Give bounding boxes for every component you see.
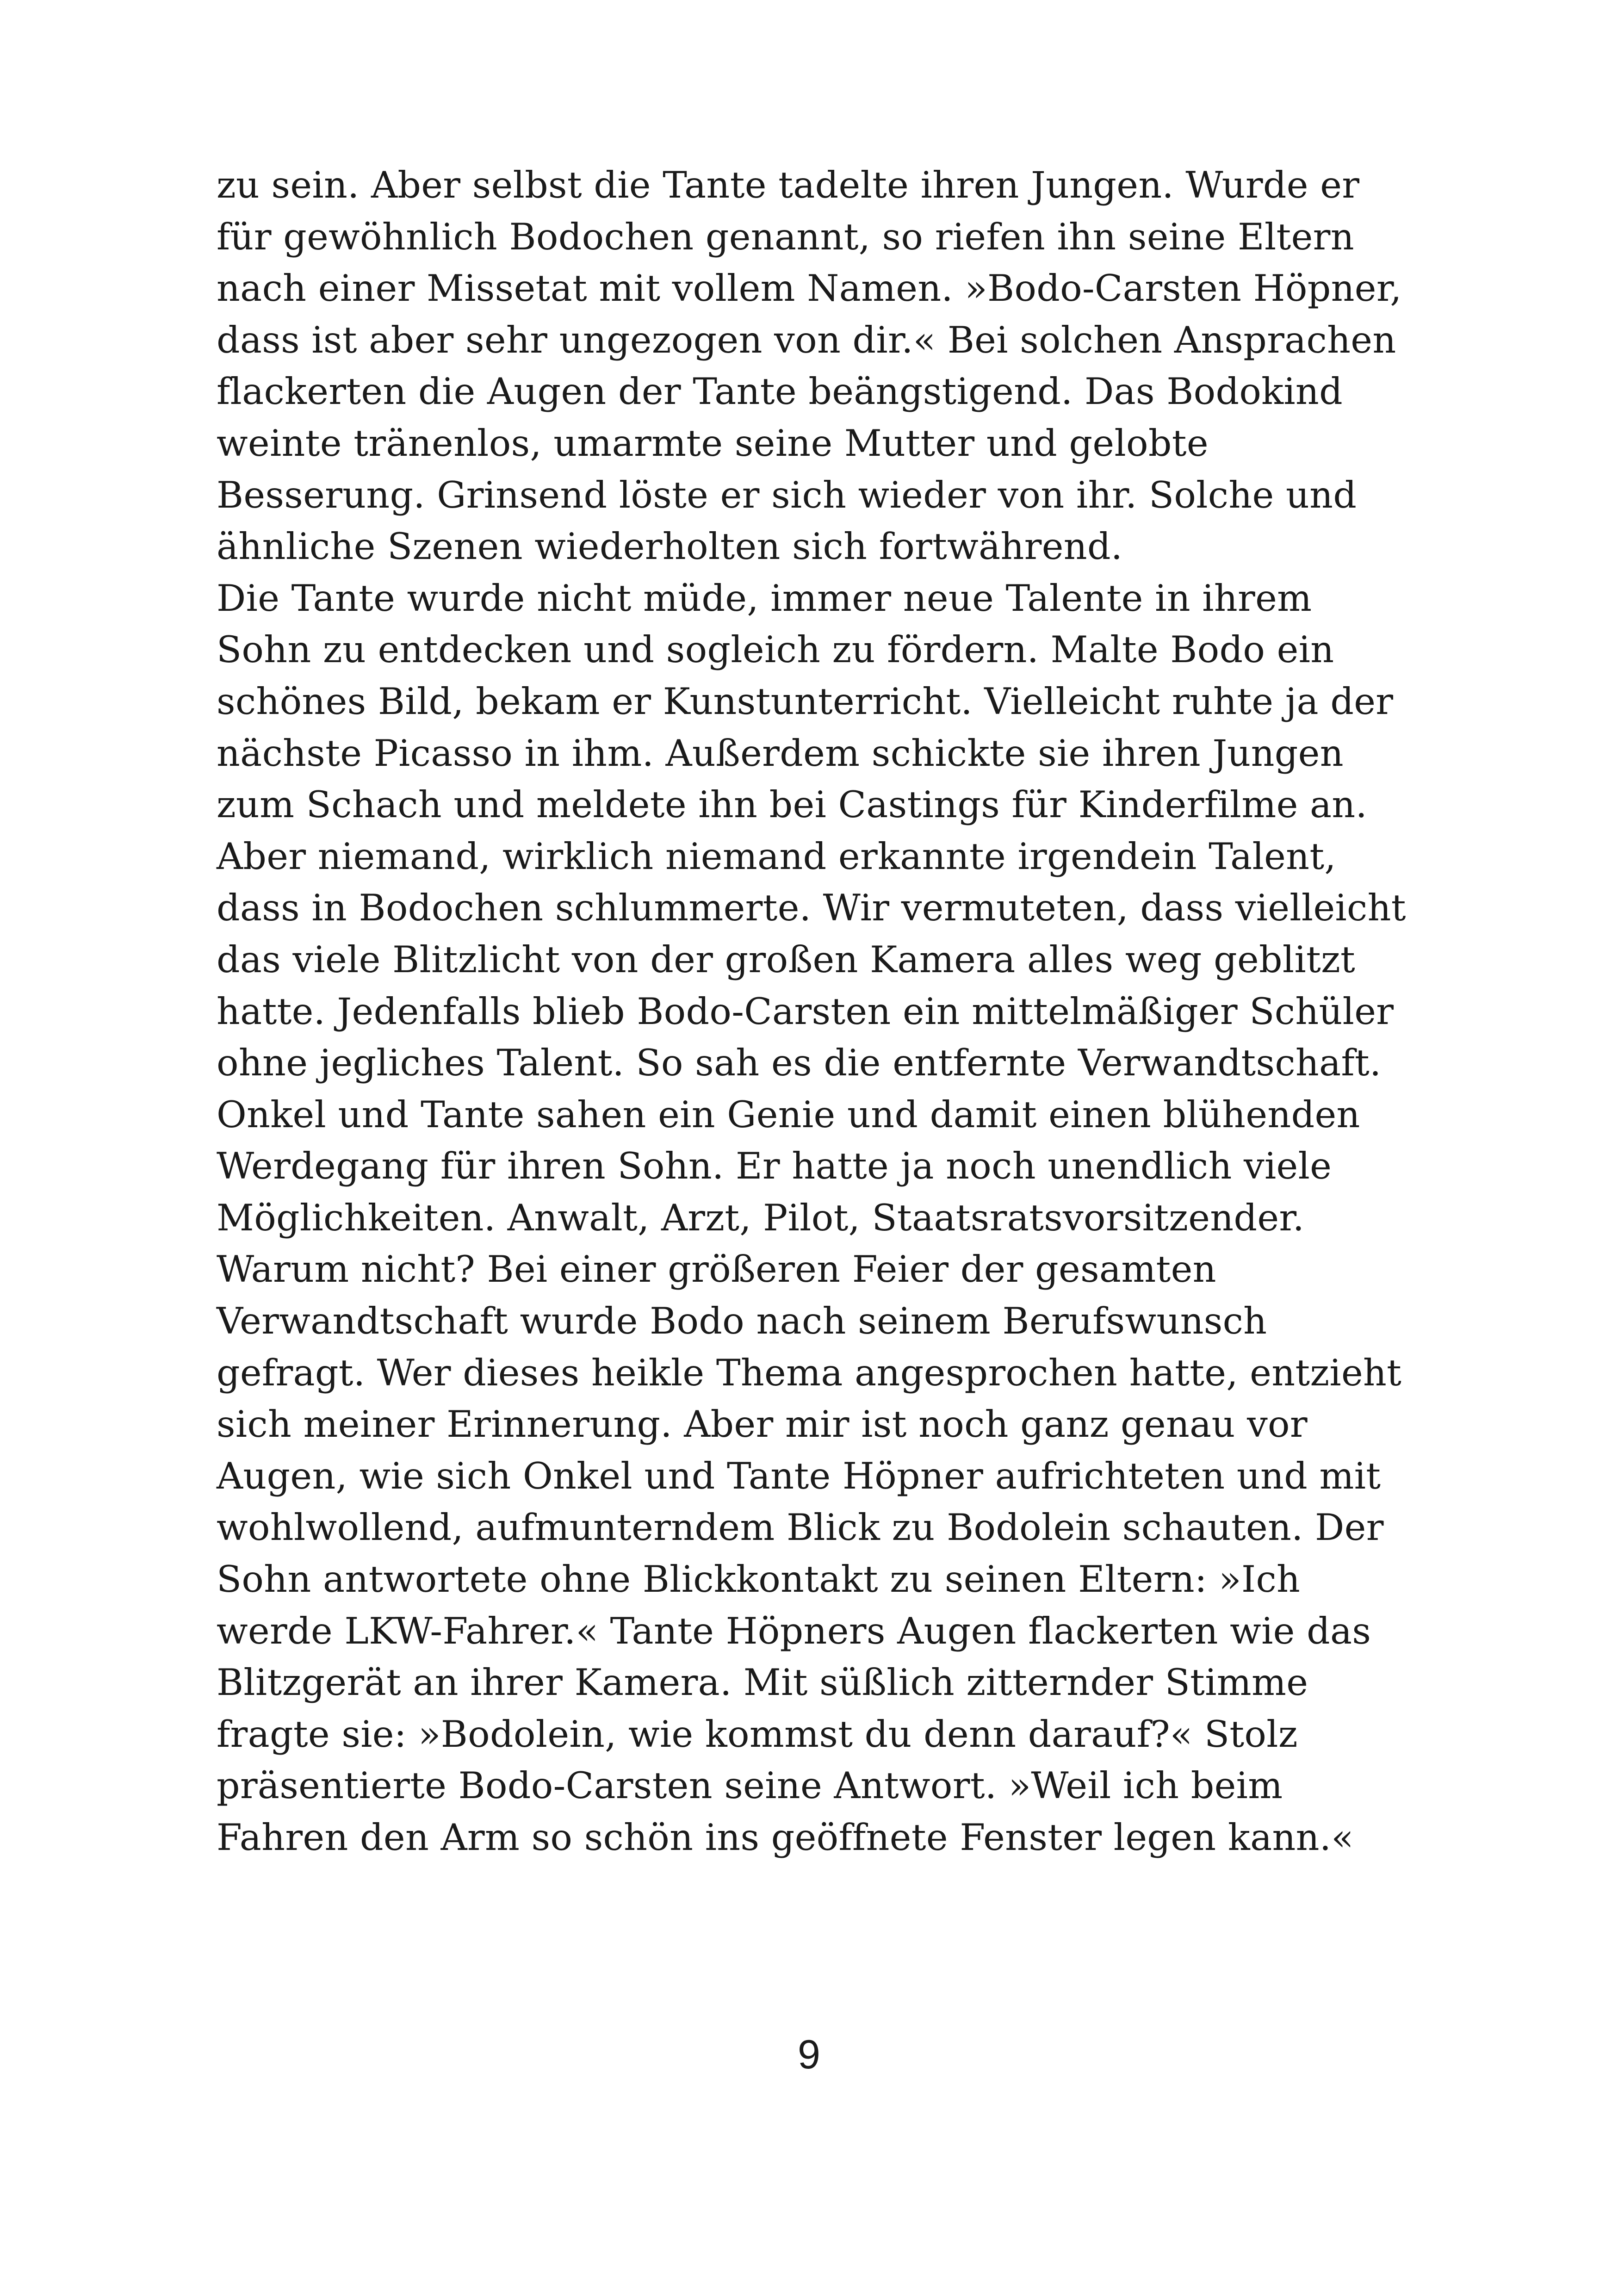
text-line: sich meiner Erinnerung. Aber mir ist noch ganz genau vor [217,1403,1308,1446]
text-line: das viele Blitzlicht von der großen Kamera alles weg geblitzt [217,938,1356,981]
text-line: fragte sie: »Bodolein, wie kommst du denn darauf?« Stolz [217,1713,1298,1756]
text-line: weinte tränenlos, umarmte seine Mutter und gelobte [217,422,1209,465]
text-line: hatte. Jedenfalls blieb Bodo-Carsten ein mittelmäßiger Schüler [217,990,1394,1033]
text-line: schönes Bild, bekam er Kunstunterricht. Vielleicht ruhte ja der [217,680,1394,723]
text-line: flackerten die Augen der Tante beängstigend. Das Bodokind [217,370,1343,413]
text-line: Werdegang für ihren Sohn. Er hatte ja noch unendlich viele [217,1145,1332,1188]
text-line: Sohn antwortete ohne Blickkontakt zu seinen Eltern: »Ich [217,1558,1301,1601]
text-line: Fahren den Arm so schön ins geöffnete Fenster legen kann.« [217,1816,1354,1859]
text-line: nach einer Missetat mit vollem Namen. »Bodo-Carsten Höpner, [217,267,1402,310]
text-line: Aber niemand, wirklich niemand erkannte irgendein Talent, [217,835,1336,878]
text-line: Blitzgerät an ihrer Kamera. Mit süßlich zitternder Stimme [217,1661,1308,1704]
text-line: nächste Picasso in ihm. Außerdem schickte sie ihren Jungen [217,732,1344,775]
text-line: Verwandtschaft wurde Bodo nach seinem Berufswunsch [217,1300,1267,1343]
text-line: werde LKW-Fahrer.« Tante Höpners Augen flackerten wie das [217,1609,1371,1652]
text-line: Warum nicht? Bei einer größeren Feier der gesamten [217,1248,1216,1291]
text-line: Die Tante wurde nicht müde, immer neue Talente in ihrem [217,577,1312,620]
text-line: dass in Bodochen schlummerte. Wir vermuteten, dass vielleicht [217,887,1406,930]
page-number: 9 [798,2031,820,2077]
text-line: ähnliche Szenen wiederholten sich fortwährend. [217,525,1123,568]
text-line: Onkel und Tante sahen ein Genie und damit einen blühenden [217,1093,1360,1136]
text-line: zu sein. Aber selbst die Tante tadelte ihren Jungen. Wurde er [217,164,1360,206]
body-text [217,160,1457,1864]
text-line: dass ist aber sehr ungezogen von dir.« Bei solchen Ansprachen [217,318,1396,361]
text-line: ohne jegliches Talent. So sah es die entfernte Verwandtschaft. [217,1042,1382,1085]
text-line: zum Schach und meldete ihn bei Castings für Kinderfilme an. [217,783,1368,826]
text-line: Sohn zu entdecken und sogleich zu fördern. Malte Bodo ein [217,628,1334,671]
text-line: wohlwollend, aufmunterndem Blick zu Bodolein schauten. Der [217,1506,1384,1549]
text-line: Möglichkeiten. Anwalt, Arzt, Pilot, Staatsratsvorsitzender. [217,1196,1305,1239]
text-line: Augen, wie sich Onkel und Tante Höpner aufrichteten und mit [217,1454,1381,1497]
text-line: für gewöhnlich Bodochen genannt, so riefen ihn seine Eltern [217,215,1354,258]
text-line: gefragt. Wer dieses heikle Thema angesprochen hatte, entzieht [217,1351,1402,1394]
text-line: Besserung. Grinsend löste er sich wieder von ihr. Solche und [217,473,1357,516]
text-line: präsentierte Bodo-Carsten seine Antwort. »Weil ich beim [217,1764,1283,1807]
